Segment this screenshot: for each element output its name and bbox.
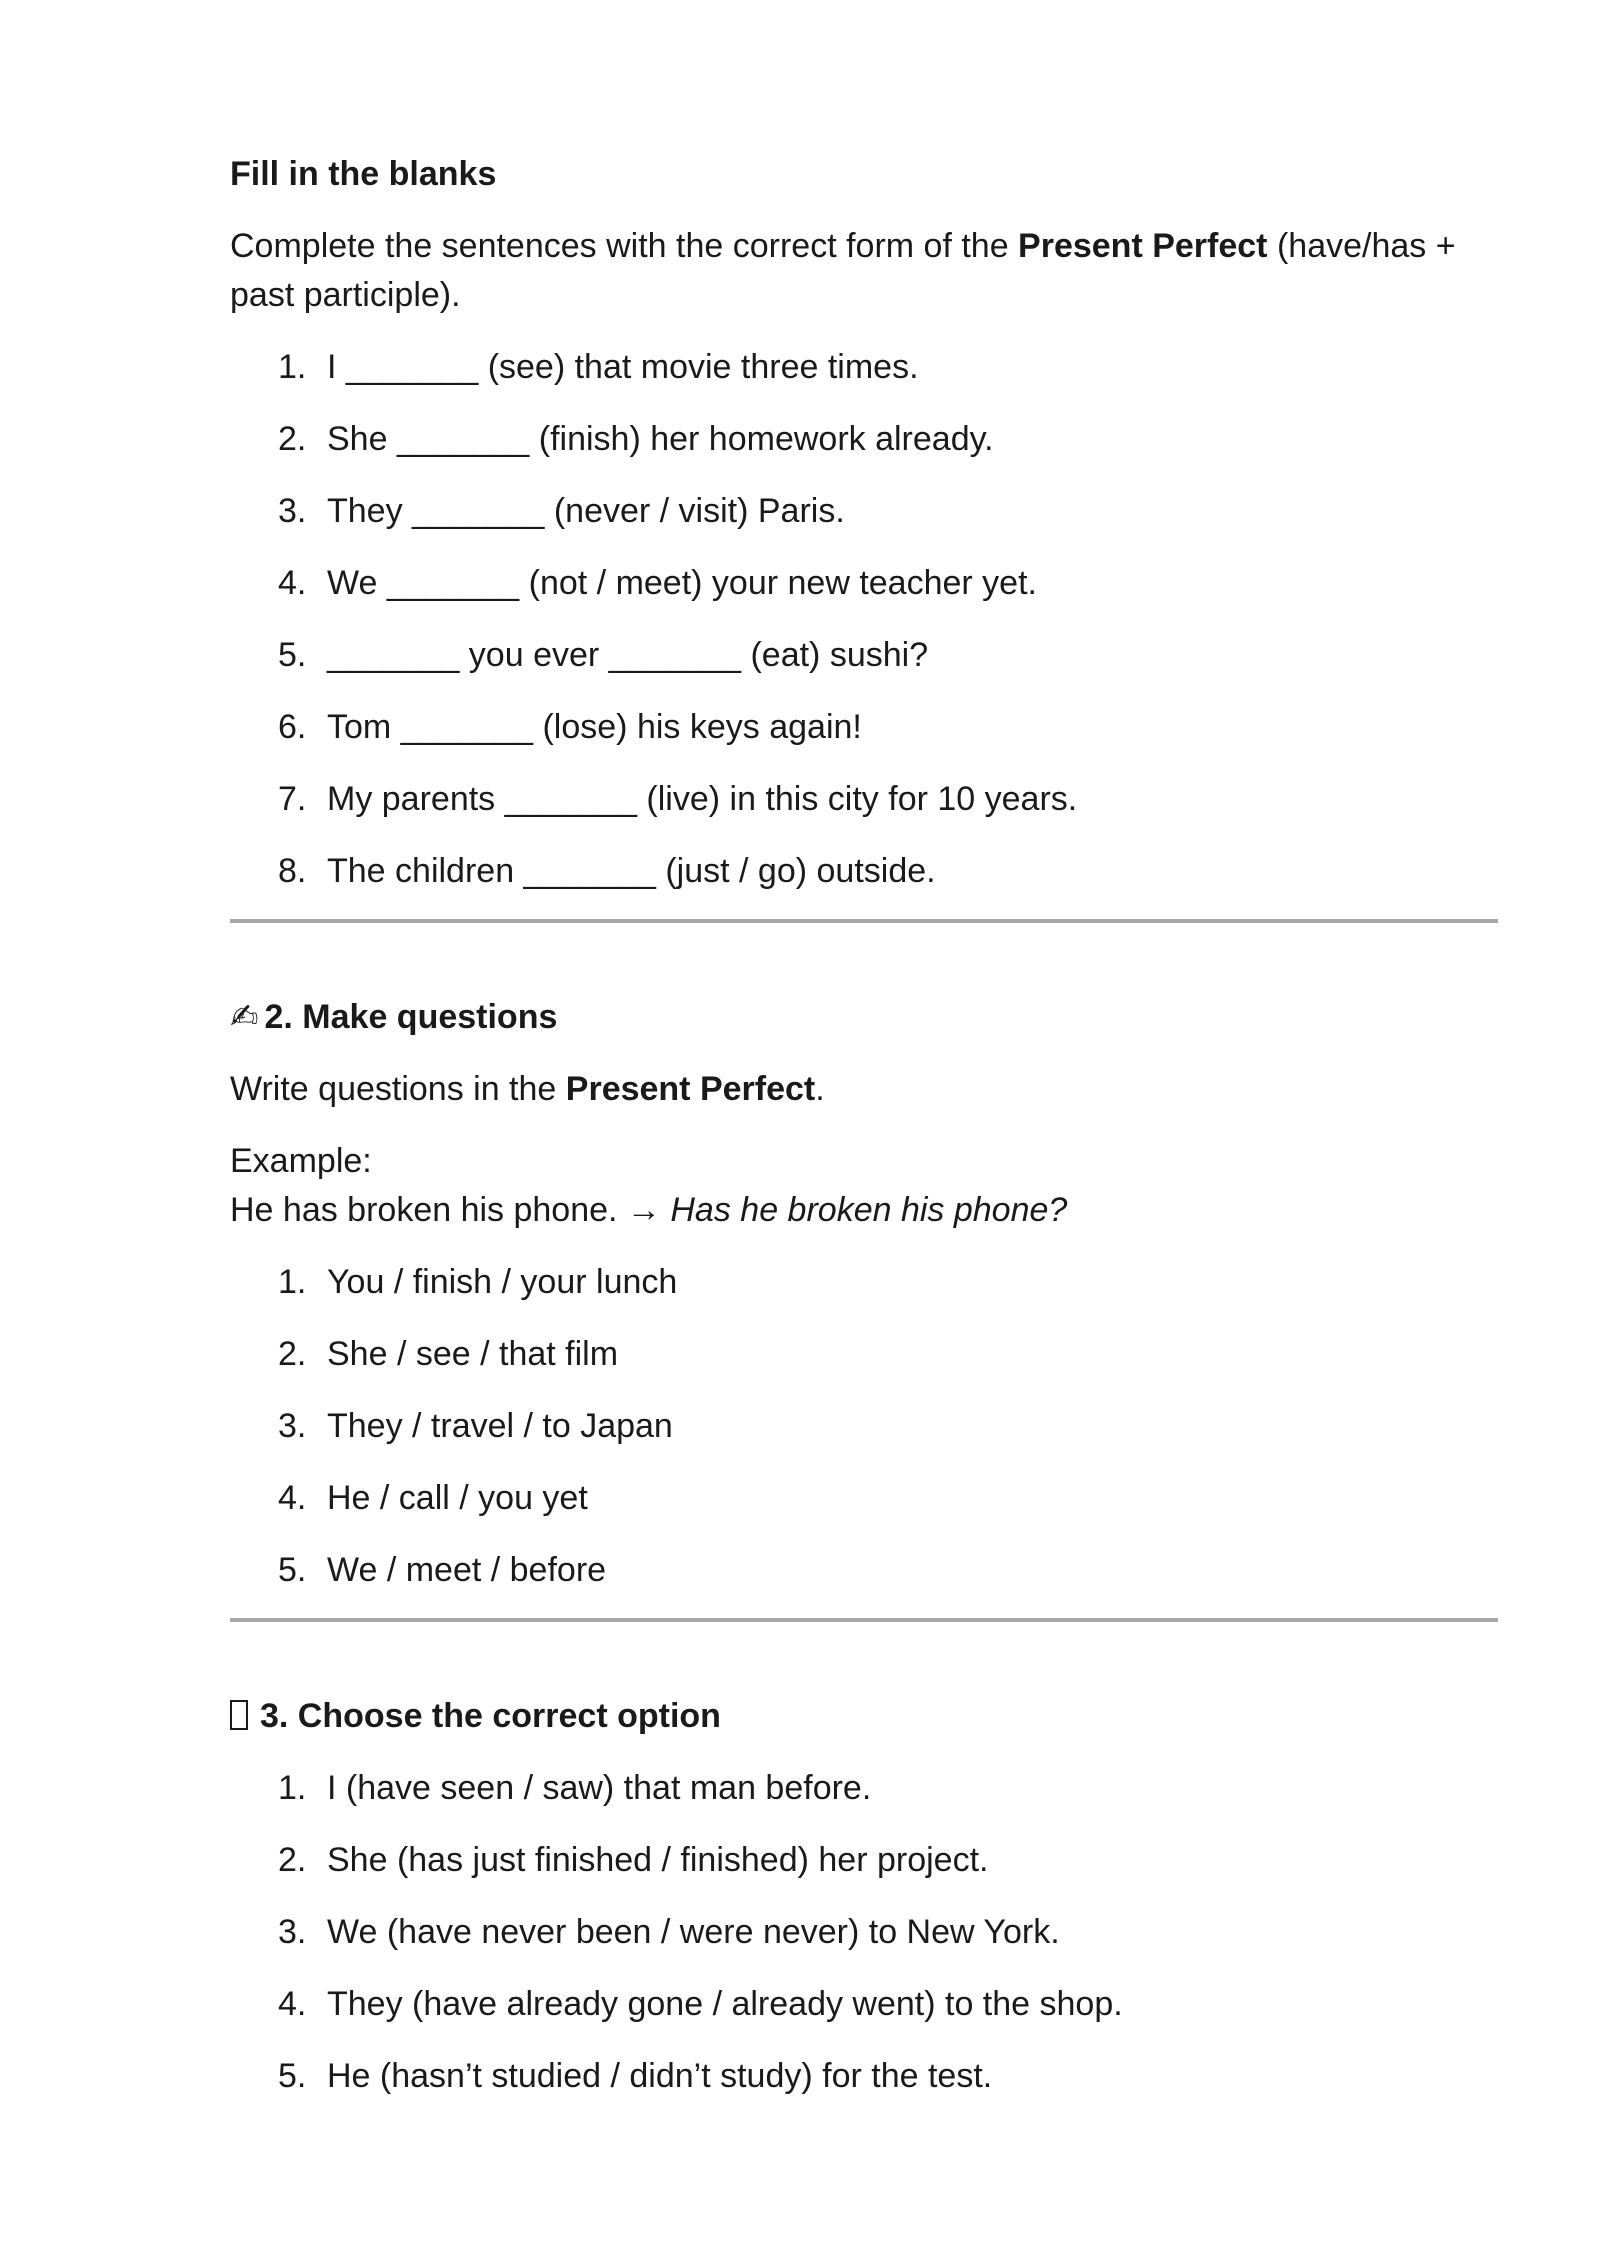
item-text: He (hasn’t studied / didn’t study) for the test. [327,2057,993,2095]
item-number: 2. [278,1335,307,1373]
item-number: 1. [278,348,307,386]
item-number: 8. [278,852,307,890]
section3-title [230,1692,1500,1741]
item-text: We / meet / before [327,1551,607,1589]
section3-title-text: 3. Choose the correct option [260,1697,721,1735]
item-number: 4. [278,1479,307,1517]
item-number: 4. [278,564,307,602]
list-item [230,1402,1500,1451]
item-text: We _______ (not / meet) your new teacher yet. [327,564,1037,602]
list-item [230,2052,1500,2101]
item-number: 1. [278,1263,307,1301]
section2-title-text: 2. Make questions [264,998,558,1036]
item-text: The children _______ (just / go) outside. [327,852,936,890]
item-number: 6. [278,708,307,746]
item-text: Tom _______ (lose) his keys again! [327,708,862,746]
worksheet-page [230,150,1500,2124]
item-number: 3. [278,492,307,530]
section1-intro-tail: (have/has + past participle). [230,227,1456,314]
item-text: They (have already gone / already went) to the shop. [327,1985,1123,2023]
item-text: They / travel / to Japan [327,1407,673,1445]
list-item [230,1836,1500,1885]
example-answer: Has he broken his phone? [670,1191,1068,1229]
list-item [230,1764,1500,1813]
item-number: 2. [278,1841,307,1879]
list-item [230,559,1500,608]
section2-intro-bold: Present Perfect [565,1070,816,1108]
list-item [230,415,1500,464]
section1-list [230,343,1500,896]
section-divider [230,919,1498,923]
section2-title [230,993,1500,1042]
list-item [230,1546,1500,1595]
item-text: My parents _______ (live) in this city for 10 years. [327,780,1078,818]
section2-list [230,1258,1500,1595]
list-item [230,1474,1500,1523]
section-divider [230,1618,1498,1622]
list-item [230,343,1500,392]
list-item [230,487,1500,536]
item-number: 3. [278,1407,307,1445]
item-text: You / finish / your lunch [327,1263,678,1301]
item-text: _______ you ever _______ (eat) sushi? [327,636,929,674]
list-item [230,1908,1500,1957]
item-number: 5. [278,1551,307,1589]
section1-intro [230,222,1500,320]
item-number: 7. [278,780,307,818]
item-number: 2. [278,420,307,458]
item-number: 4. [278,1985,307,2023]
section2-intro-text: Write questions in the [230,1070,566,1108]
writing-hand-icon: ✍ [230,997,259,1037]
list-item [230,1980,1500,2029]
example-label: Example: [230,1142,372,1180]
item-number: 3. [278,1913,307,1951]
item-text: We (have never been / were never) to New York. [327,1913,1060,1951]
item-text: I _______ (see) that movie three times. [327,348,919,386]
section2-intro [230,1065,1500,1114]
missing-glyph-icon [230,1700,248,1730]
item-text: She / see / that film [327,1335,619,1373]
list-item [230,703,1500,752]
example-sentence: He has broken his phone. → [230,1191,671,1229]
list-item [230,847,1500,896]
section3-list [230,1764,1500,2101]
list-item [230,775,1500,824]
section2-intro-tail: . [815,1070,825,1108]
item-text: I (have seen / saw) that man before. [327,1769,872,1807]
item-text: He / call / you yet [327,1479,588,1517]
section1-intro-bold: Present Perfect [1018,227,1268,265]
list-item [230,1258,1500,1307]
item-text: She (has just finished / finished) her project. [327,1841,989,1879]
section1-title: Fill in the blanks [230,155,497,193]
item-number: 1. [278,1769,307,1807]
item-number: 5. [278,2057,307,2095]
item-text: She _______ (finish) her homework already. [327,420,994,458]
item-text: They _______ (never / visit) Paris. [327,492,845,530]
list-item [230,631,1500,680]
section2-example [230,1137,1500,1235]
section1-intro-text: Complete the sentences with the correct form of the [230,227,1019,265]
item-number: 5. [278,636,307,674]
list-item [230,1330,1500,1379]
